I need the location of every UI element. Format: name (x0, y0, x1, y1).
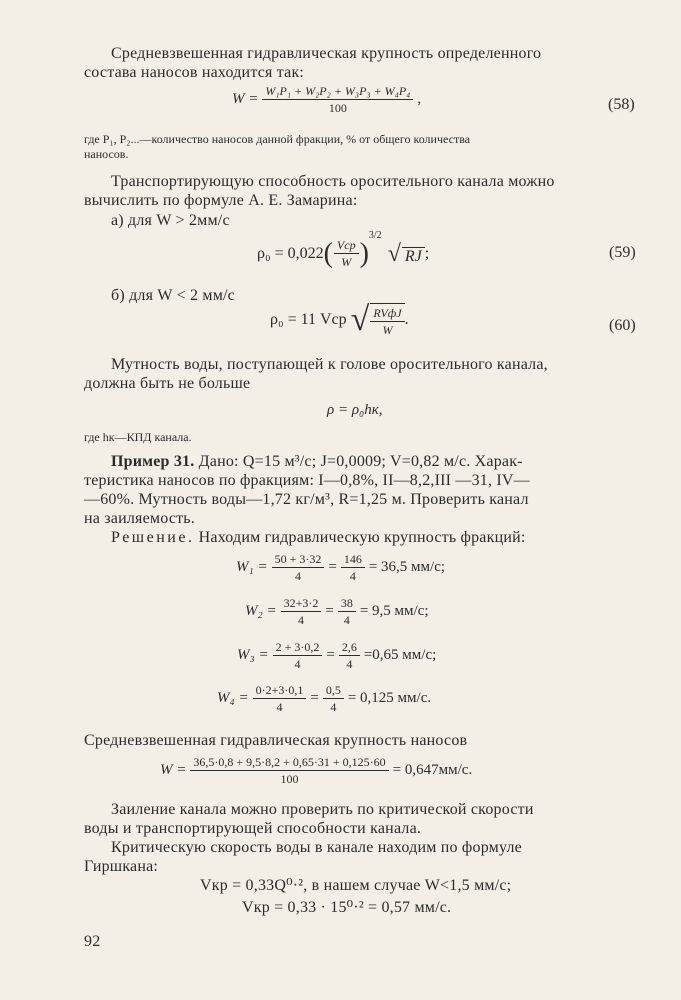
example-line-4: на заиляемость. (84, 510, 196, 527)
siltation-line-2: воды и транспортирующей способности канала. (84, 820, 422, 837)
siltation-line-4: Гиршкана: (84, 858, 159, 875)
example-label: Пример 31. (111, 453, 195, 470)
case-b: б) для W < 2 мм/с (111, 287, 235, 304)
example-line-2: теристика наносов по фракциям: I—0,8%, II—8,2,III —31, IV— (84, 472, 530, 489)
eq60-tail: . (404, 311, 409, 328)
turbidity-note: где hк—КПД канала. (84, 430, 192, 444)
eq60-numerator: RVфJ (370, 306, 404, 322)
fraction-w2: W₂ = $\frac{32+3\cdot 2}{4}$ = $\frac{38}{4}$ = 9,5 мм/с; (245, 596, 429, 627)
fraction-w4: W₄ = $\frac{0\cdot 2+3\cdot 0,1}{4}$ = $\frac{0,5}{4}$ = 0,125 мм/с. (217, 683, 432, 714)
eq60-lhs: ρ₀ = 11 Vср (270, 311, 347, 328)
transport-line-2: вычислить по формуле А. Е. Замарина: (84, 192, 358, 209)
equation-number-59: (59) (609, 244, 636, 261)
eq58-lhs: W = (232, 91, 259, 107)
eq58-fraction (262, 84, 413, 115)
eq59-power: 3/2 (368, 230, 382, 241)
w2-frac2: $\frac{38}{4}$ (338, 596, 356, 627)
eq59-root-content: RJ (402, 247, 425, 266)
w3-lhs: W₃ = (237, 647, 269, 663)
eq60-denominator: W (382, 323, 393, 337)
turbidity-line-2: должна быть не больше (84, 375, 251, 392)
note58-line-2: наносов. (84, 147, 129, 161)
average-text: Средневзвешенная гидравлическая крупность наносов (84, 732, 468, 749)
equation-number-60: (60) (609, 317, 636, 334)
w4-frac: $\frac{0\cdot 2+3\cdot 0,1}{4}$ (253, 683, 307, 714)
siltation-line-3: Критическую скорость воды в канале находим по формуле (111, 839, 522, 856)
eq59-denominator: W (341, 255, 352, 269)
eq58-denominator: 100 (328, 101, 347, 115)
equation-59: ρ₀ = 0,022 ( $\frac{\text{Vср}}{W}$ ) $^{3/2}$ √ RJ ; (257, 230, 430, 269)
case-a: а) для W > 2мм/с (111, 212, 230, 229)
w4-result: = 0,125 мм/с. (347, 690, 432, 706)
example-line-1-text: Дано: Q=15 м³/с; J=0,0009; V=0,82 м/с. Харак- (194, 453, 523, 470)
eq59-lhs: ρ₀ = 0,022 (257, 244, 324, 262)
eq59-tail: ; (424, 244, 430, 262)
equation-number-58: (58) (608, 96, 635, 113)
eq58-tail: , (417, 91, 422, 107)
average-denominator: 100 (280, 772, 299, 786)
critical-velocity-formula: Vкр = 0,33Q⁰·², в нашем случае W<1,5 мм/с; (200, 877, 512, 894)
w2-frac: $\frac{32+3\cdot 2}{4}$ (281, 596, 322, 627)
eq59-fraction (334, 238, 359, 269)
turbidity-line-1: Мутность воды, поступающей к голове оросительного канала, (111, 356, 548, 373)
note58-line-1: где P₁, P₂...—количество наносов данной фракции, % от общего количества (84, 132, 471, 146)
eq60-fraction (370, 303, 404, 337)
w1-result: = 36,5 мм/с; (368, 559, 446, 575)
average-lhs: W = (160, 762, 187, 778)
equation-60 (270, 303, 409, 337)
transport-line-1: Транспортирующую способность оросительного канала можно (111, 173, 555, 190)
example-line-3: —60%. Мутность воды—1,72 кг/м³, R=1,25 м. Проверить канал (84, 491, 529, 508)
eq59-numerator: Vср (334, 238, 359, 254)
w4-lhs: W₄ = (217, 690, 249, 706)
w3-result: =0,65 мм/с; (363, 647, 437, 663)
average-formula (160, 755, 472, 786)
average-result: = 0,647мм/с. (392, 762, 473, 778)
w3-frac: $\frac{2 + 3\cdot 0,2}{4}$ (273, 640, 323, 671)
solution-text: Находим гидравлическую крупность фракций: (194, 529, 526, 546)
w2-lhs: W₂ = (245, 603, 277, 619)
intro-line-2: состава наносов находится так: (84, 64, 305, 81)
eq59-root: √ RJ (388, 242, 425, 266)
w1-frac2: $\frac{146}{4}$ (341, 552, 365, 583)
fraction-w3: W₃ = $\frac{2 + 3\cdot 0,2}{4}$ = $\frac{2,6}{4}$ =0,65 мм/с; (237, 640, 437, 671)
intro-line-1: Средневзвешенная гидравлическая крупность определенного (111, 45, 542, 62)
fraction-w1: W₁ = $\frac{50 + 3\cdot 32}{4}$ = $\frac{146}{4}$ = 36,5 мм/с; (236, 552, 446, 583)
w1-lhs: W₁ = (236, 559, 268, 575)
w2-result: = 9,5 мм/с; (359, 603, 429, 619)
w3-frac2: $\frac{2,6}{4}$ (339, 640, 360, 671)
eq60-root: √ $\frac{\text{RVфJ}}{W}$ (351, 303, 405, 337)
turbidity-formula: ρ = ρ₀hк, (327, 402, 383, 418)
w1-frac: $\frac{50 + 3\cdot 32}{4}$ (272, 552, 325, 583)
example-line-1 (111, 452, 523, 471)
average-numerator: 36,5·0,8 + 9,5·8,2 + 0,65·31 + 0,125·60 (190, 755, 388, 771)
solution-line (111, 528, 526, 547)
equation-58 (232, 84, 421, 115)
siltation-line-1: Заиление канала можно проверить по критической скорости (111, 801, 534, 818)
average-fraction (190, 755, 388, 786)
eq58-numerator: W₁P₁ + W₂P₂ + W₃P₃ + W₄P₄ (262, 84, 413, 100)
critical-velocity-calc: Vкр = 0,33 · 15⁰·² = 0,57 мм/с. (242, 899, 452, 916)
solution-label: Решение. (111, 529, 195, 546)
w4-frac2: $\frac{0,5}{4}$ (323, 683, 344, 714)
page-number: 92 (84, 933, 101, 950)
